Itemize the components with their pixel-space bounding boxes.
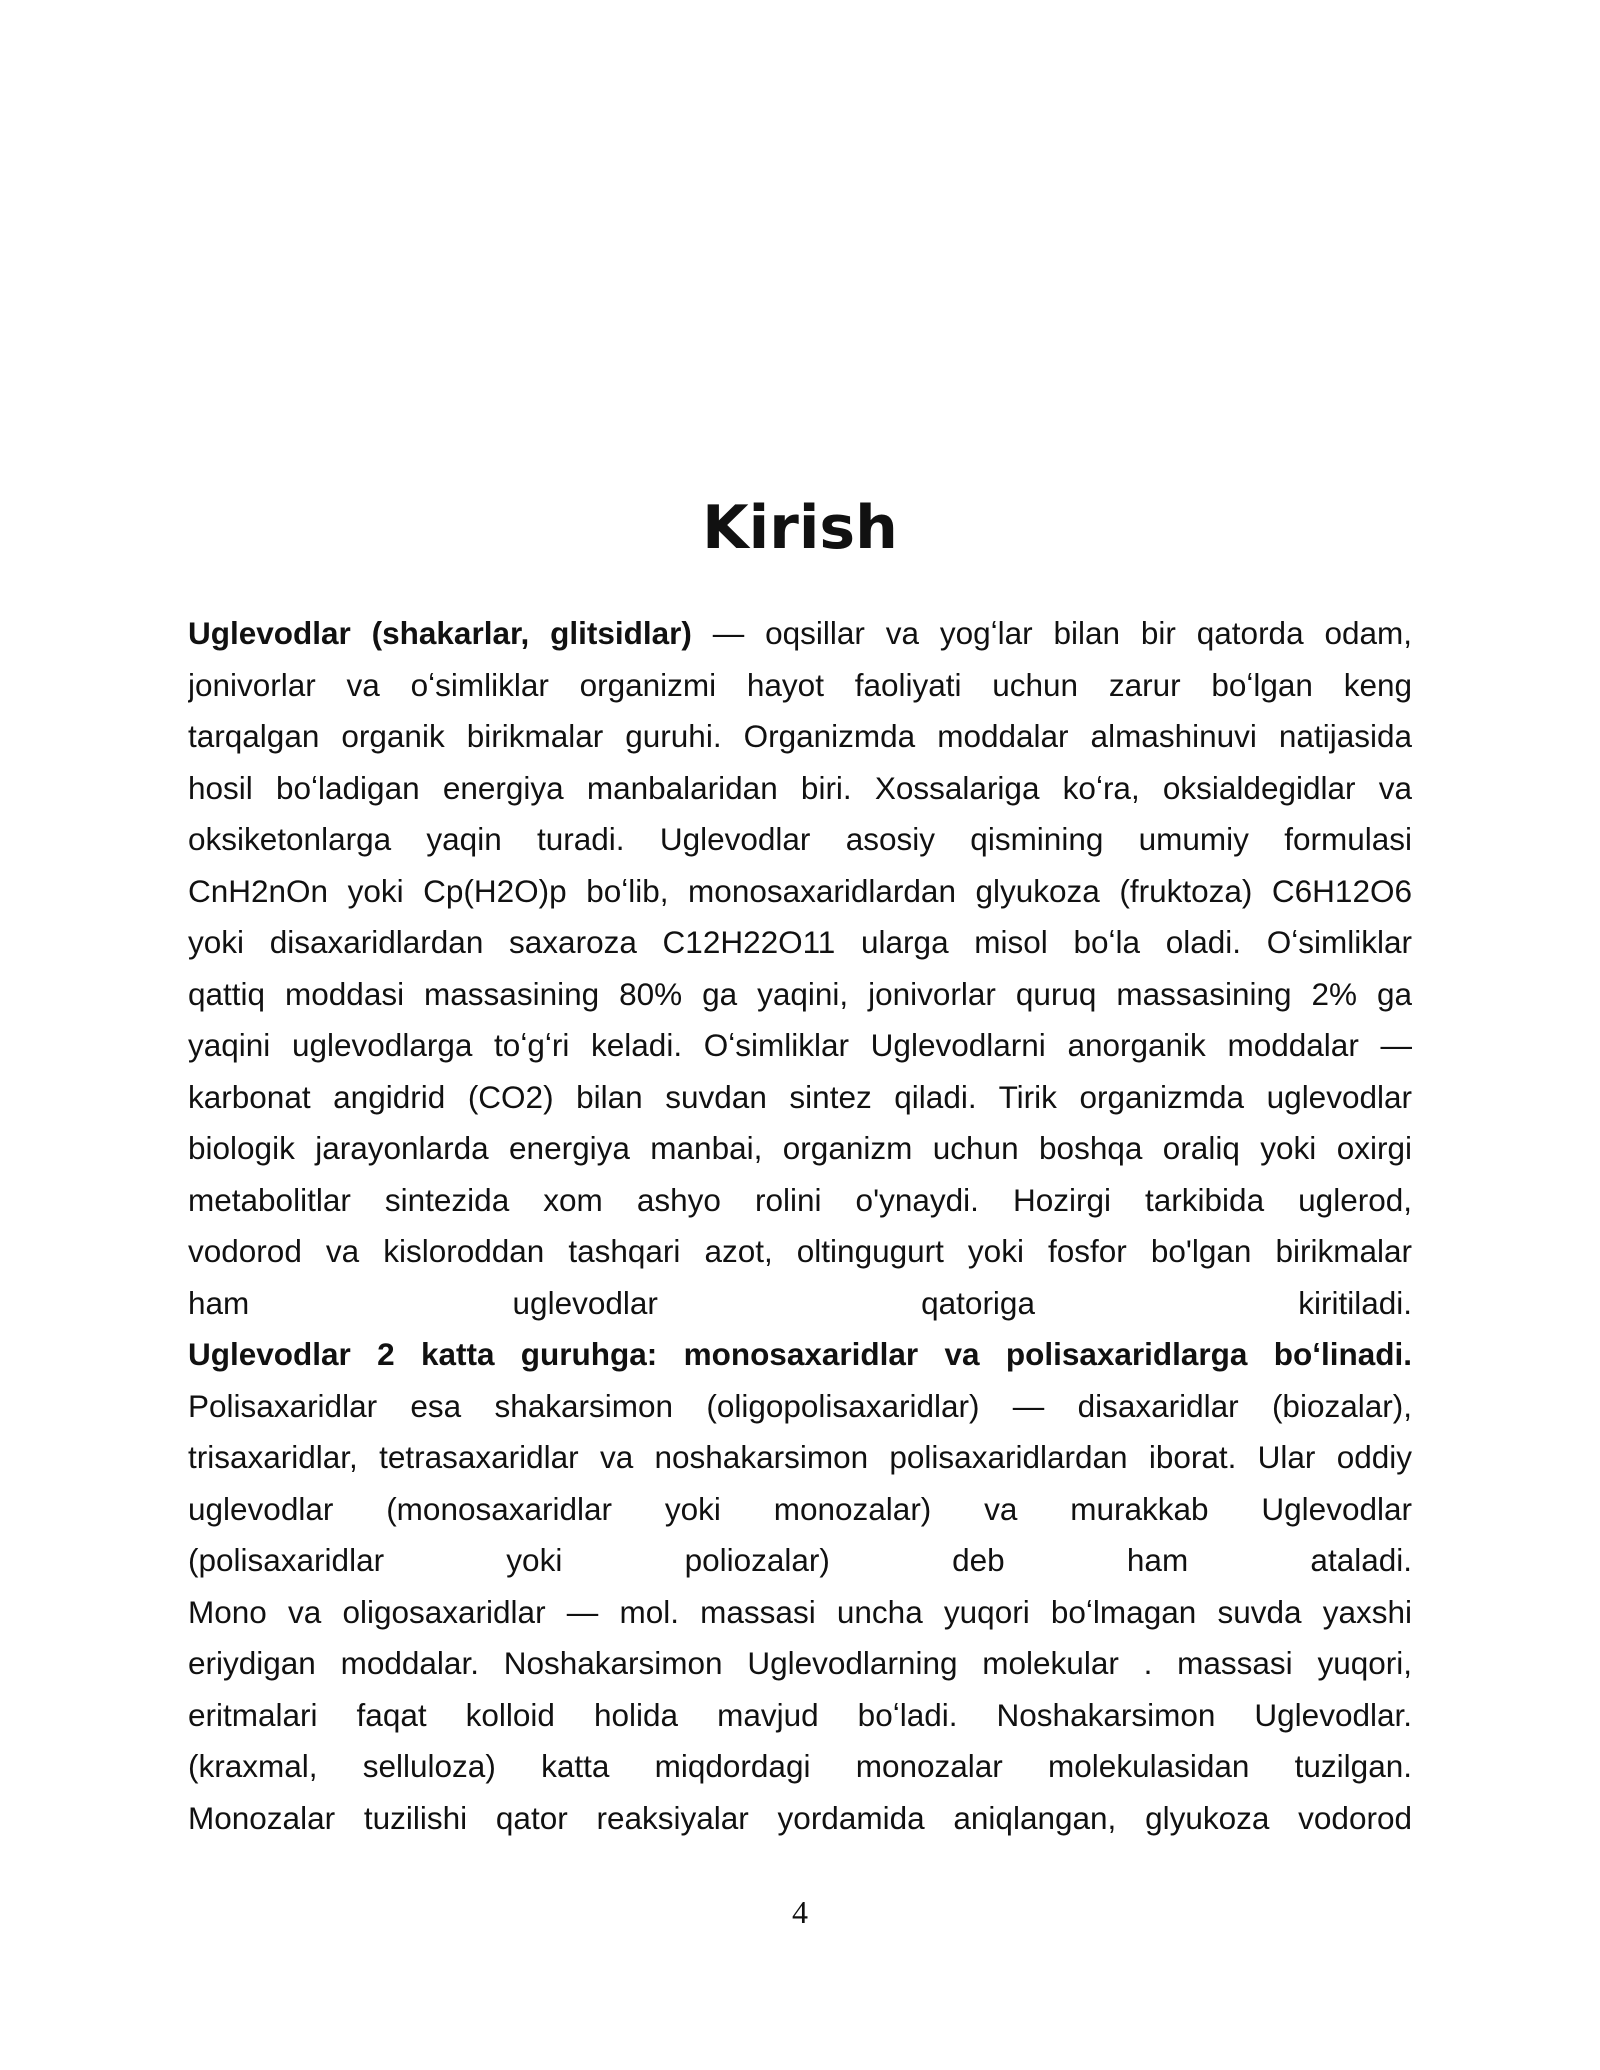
text-line [188, 1329, 1412, 1381]
text-line: CnH2nOn yoki Cp(H2O)p boʻlib, monosaxaridlardan glyukoza (fruktoza) C6H12O6 [188, 872, 1412, 909]
text-line: (kraxmal, selluloza) katta miqdordagi monozalar molekulasidan tuzilgan. [188, 1748, 1412, 1784]
line-text: — oqsillar va yogʻlar bilan bir qatorda odam, [691, 615, 1412, 651]
text-line: eriydigan moddalar. Noshakarsimon Uglevodlarning molekular . massasi yuqori, [188, 1645, 1412, 1681]
text-line: Monozalar tuzilishi qator reaksiyalar yordamida aniqlangan, glyukoza vodorod [188, 1799, 1412, 1836]
text-line: karbonat angidrid (CO2) bilan suvdan sintez qiladi. Tirik organizmda uglevodlar [188, 1078, 1412, 1115]
text-line: yaqini uglevodlarga toʻgʻri keladi. Oʻsimliklar Uglevodlarni anorganik moddalar — [188, 1027, 1412, 1063]
text-line: qattiq moddasi massasining 80% ga yaqini, jonivorlar quruq massasining 2% ga [188, 975, 1412, 1012]
text-line: vodorod va kisloroddan tashqari azot, oltingugurt yoki fosfor bo'lgan birikmalar [188, 1233, 1412, 1269]
text-line: eritmalari faqat kolloid holida mavjud boʻladi. Noshakarsimon Uglevodlar. [188, 1696, 1412, 1733]
text-line: uglevodlar (monosaxaridlar yoki monozalar) va murakkab Uglevodlar [188, 1490, 1412, 1527]
page-number: 4 [792, 1894, 808, 1930]
text-line: trisaxaridlar, tetrasaxaridlar va noshakarsimon polisaxaridlardan iborat. Ular oddiy [188, 1439, 1412, 1475]
bold-term: Uglevodlar (shakarlar, glitsidlar) [188, 615, 692, 651]
text-line: (polisaxaridlar yoki poliozalar) deb ham ataladi. [188, 1542, 1412, 1578]
page-title: Kirish [702, 493, 898, 563]
text-line: ham uglevodlar qatoriga kiritiladi. [188, 1284, 1412, 1321]
text-line: biologik jarayonlarda energiya manbai, organizm uchun boshqa oraliq yoki oxirgi [188, 1130, 1412, 1166]
text-line: oksiketonlarga yaqin turadi. Uglevodlar asosiy qismining umumiy formulasi [188, 821, 1412, 857]
text-line: tarqalgan organik birikmalar guruhi. Organizmda moddalar almashinuvi natijasida [188, 718, 1412, 754]
body-paragraph [188, 608, 1412, 1844]
text-line: yoki disaxaridlardan saxaroza C12H22O11 ularga misol boʻla oladi. Oʻsimliklar [188, 924, 1412, 960]
text-line: Mono va oligosaxaridlar — mol. massasi uncha yuqori boʻlmagan suvda yaxshi [188, 1593, 1412, 1630]
text-line [188, 608, 1412, 660]
text-line: metabolitlar sintezida xom ashyo rolini o'ynaydi. Hozirgi tarkibida uglerod, [188, 1181, 1412, 1218]
text-line: jonivorlar va oʻsimliklar organizmi hayot faoliyati uchun zarur boʻlgan keng [188, 666, 1412, 703]
text-line: hosil boʻladigan energiya manbalaridan biri. Xossalariga koʻra, oksialdegidlar va [188, 769, 1412, 806]
bold-statement: Uglevodlar 2 katta guruhga: monosaxaridlar va polisaxaridlarga boʻlinadi. [188, 1336, 1412, 1372]
text-line: Polisaxaridlar esa shakarsimon (oligopolisaxaridlar) — disaxaridlar (biozalar), [188, 1387, 1412, 1424]
